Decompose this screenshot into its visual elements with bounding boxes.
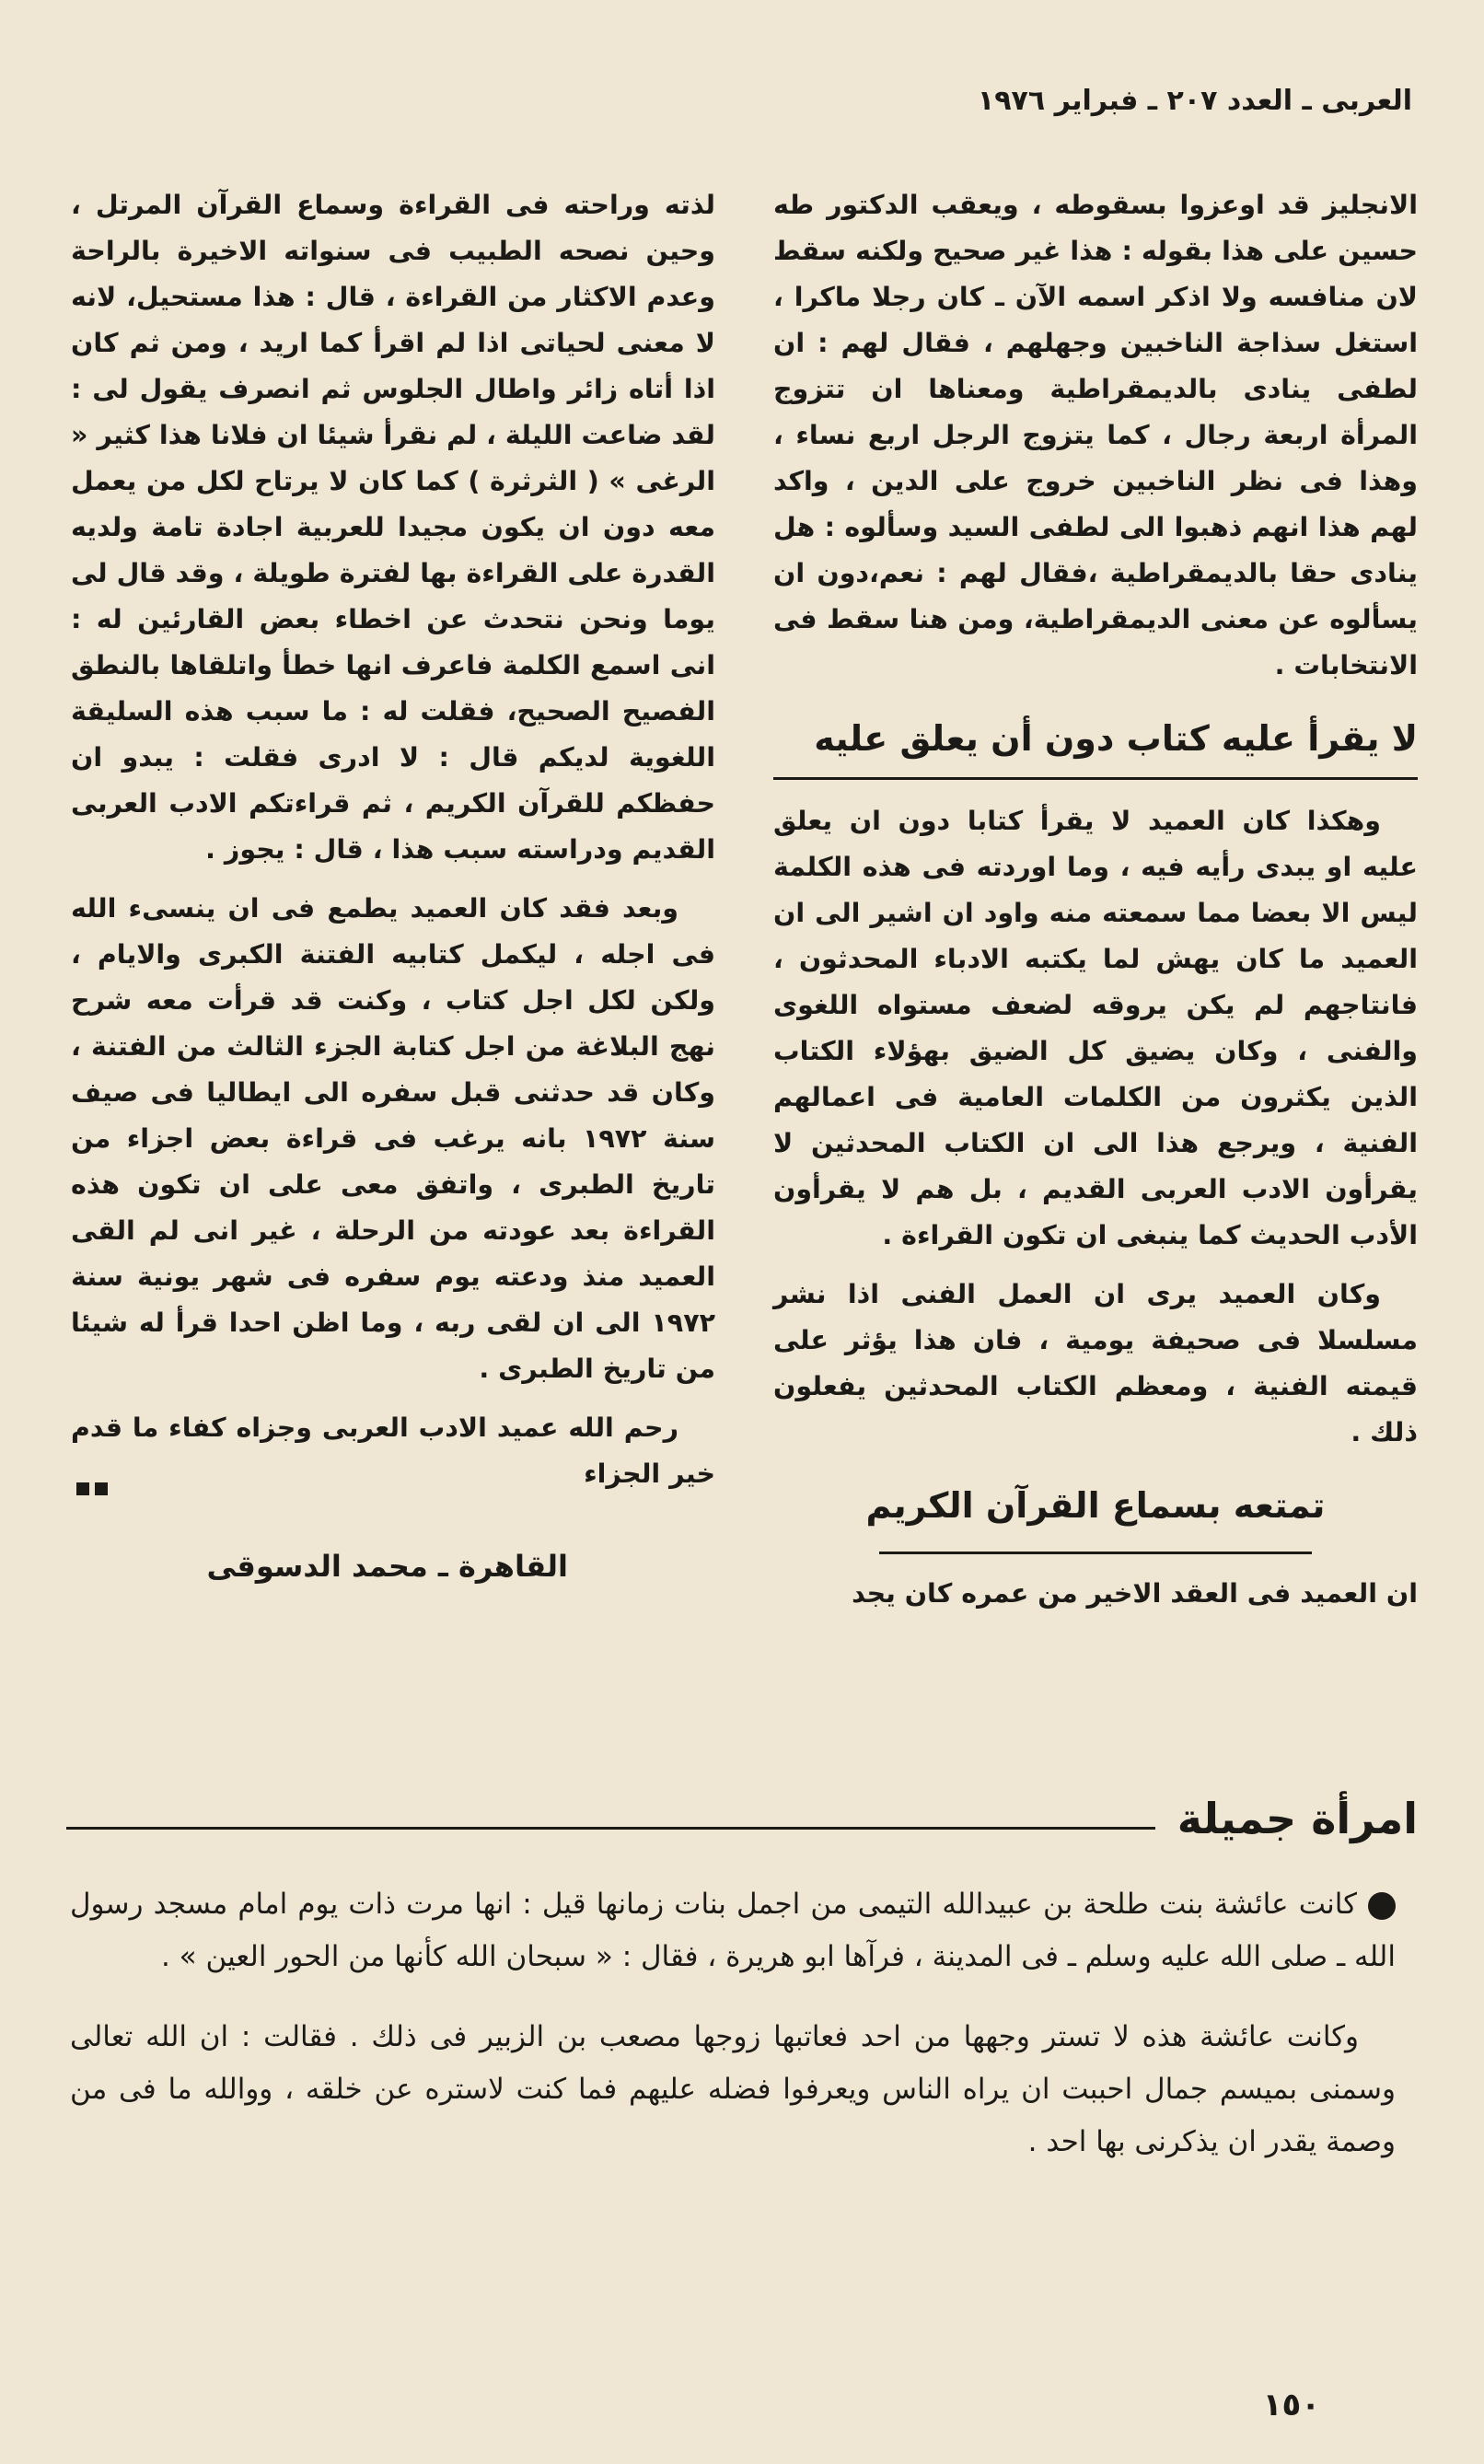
- bottom-paragraph-1: [70, 1878, 1396, 1983]
- end-square-icon: [95, 1482, 108, 1495]
- bottom-article: [70, 1878, 1396, 2196]
- subheading-quran-listening: تمتعه بسماع القرآن الكريم: [865, 1485, 1326, 1526]
- right-col-paragraph-2: وهكذا كان العميد لا يقرأ كتابا دون ان يعلق عليه او يبدى رأيه فيه ، وما اوردته فى هذه الكلمة ليس الا بعضا مما سمعته منه واود ان اشير الى ان العميد ما كان يهش لما يكتبه الادباء المحدثون ، فانتاجهم لم يكن يروقه لضعف مستواه اللغوى والفنى ، وكان يضيق كل الضيق بهؤلاء الكتاب الذين يكثرون من الكلمات العامية فى اعمالهم الفنية ، ويرجع هذا الى ان الكتاب المحدثين لا يقرأون الادب العربى القديم ، بل هم لا يقرأون الأدب الحديث كما ينبغى ان تكون القراءة .: [773, 806, 1418, 1250]
- section-title: امرأة جميلة: [1177, 1794, 1418, 1843]
- subheading-underline: [879, 1552, 1312, 1554]
- right-col-paragraph-3: وكان العميد يرى ان العمل الفنى اذا نشر مسلسلا فى صحيفة يومية ، فان هذا يؤثر على قيمته الفنية ، ومعظم الكتاب المحدثين يفعلون ذلك .: [773, 1279, 1418, 1447]
- author-signature: القاهرة ـ محمد الدسوقى: [206, 1549, 568, 1584]
- left-column: [71, 182, 715, 1589]
- bottom-paragraph-1-text: كانت عائشة بنت طلحة بن عبيدالله التيمى من اجمل بنات زمانها قيل : انها مرت ذات يوم امام مسجد رسول الله ـ صلى الله عليه وسلم ـ فى المدينة ، فرآها ابو هريرة ، فقال : « سبحان الله كأنها من الحور العين » .: [70, 1888, 1396, 1973]
- section-rule: [66, 1827, 1155, 1830]
- bottom-paragraph-2: وكانت عائشة هذه لا تستر وجهها من احد فعاتبها زوجها مصعب بن الزبير فى ذلك . فقالت : ان الله تعالى وسمنى بميسم جمال احببت ان يراه الناس ويعرفوا فضله عليهم فما كنت لاستره عن خلقه ، ووالله ما فى من وصمة يقدر ان يذكرنى بها احد .: [70, 2020, 1396, 2158]
- left-col-paragraph-2: وبعد فقد كان العميد يطمع فى ان ينسىء الله فى اجله ، ليكمل كتابيه الفتنة الكبرى والايام ، ولكن لكل اجل كتاب ، وكنت قد قرأت معه شرح نهج البلاغة من اجل كتابة الجزء الثالث من الفتنة ، وكان قد حدثنى قبل سفره الى ايطاليا فى صيف سنة ١٩٧٢ بانه يرغب فى قراءة بعض اجزاء من تاريخ الطبرى ، واتفق معى على ان تكون هذه القراءة بعد عودته من الرحلة ، غير انى لم القى العميد منذ ودعته يوم سفره فى شهر يونية سنة ١٩٧٢ الى ان لقى ربه ، وما اظن احدا قرأ له شيئا من تاريخ الطبرى .: [71, 893, 715, 1384]
- running-header: العربى ـ العدد ٢٠٧ ـ فبراير ١٩٧٦: [977, 85, 1412, 117]
- right-col-paragraph-1: الانجليز قد اوعزوا بسقوطه ، ويعقب الدكتور طه حسين على هذا بقوله : هذا غير صحيح ولكنه سقط لان منافسه ولا اذكر اسمه الآن ـ كان رجلا ماكرا ، استغل سذاجة الناخبين وجهلهم ، فقال لهم : ان لطفى ينادى بالديمقراطية ومعناها ان تتزوج المرأة اربعة رجال ، كما يتزوج الرجل اربع نساء ، وهذا فى نظر الناخبين خروج على الدين ، واكد لهم هذا انهم ذهبوا الى لطفى السيد وسألوه : هل ينادى حقا بالديمقراطية ،فقال لهم : نعم،دون ان يسألوه عن معنى الديمقراطية، ومن هنا سقط فى الانتخابات .: [773, 190, 1418, 680]
- right-column: [773, 182, 1418, 1630]
- bullet-icon: [1368, 1892, 1396, 1920]
- left-col-paragraph-3: رحم الله عميد الادب العربى وجزاه كفاء ما قدم خير الجزاء: [71, 1412, 715, 1489]
- end-square-icon: [76, 1482, 89, 1495]
- right-col-paragraph-4: ان العميد فى العقد الاخير من عمره كان يجد: [852, 1578, 1418, 1609]
- left-col-paragraph-1: لذته وراحته فى القراءة وسماع القرآن المرتل ، وحين نصحه الطبيب فى سنواته الاخيرة بالراحة وعدم الاكثار من القراءة ، قال : هذا مستحيل، لانه لا معنى لحياتى اذا لم اقرأ كما اريد ، ومن ثم كان اذا أتاه زائر واطال الجلوس ثم انصرف يقول لى : لقد ضاعت الليلة ، لم نقرأ شيئا ان فلانا هذا كثير « الرغى » ( الثرثرة ) كما كان لا يرتاح لكل من يعمل معه دون ان يكون مجيدا للعربية اجادة تامة ولديه القدرة على القراءة بها لفترة طويلة ، وقد قال لى يوما ونحن نتحدث عن اخطاء بعض القارئين له : انى اسمع الكلمة فاعرف انها خطأ واتلقاها بالنطق الفصيح الصحيح، فقلت له : ما سبب هذه السليقة اللغوية لديكم قال : لا ادرى فقلت : يبدو ان حفظكم للقرآن الكريم ، ثم قراءتكم الادب العربى القديم ودراسته سبب هذا ، قال : يجوز .: [71, 190, 715, 865]
- subheading-no-book-without-comment: لا يقرأ عليه كتاب دون أن يعلق عليه: [773, 713, 1418, 780]
- section-header: [66, 1794, 1418, 1843]
- page-number: ١٥٠: [1262, 2387, 1320, 2423]
